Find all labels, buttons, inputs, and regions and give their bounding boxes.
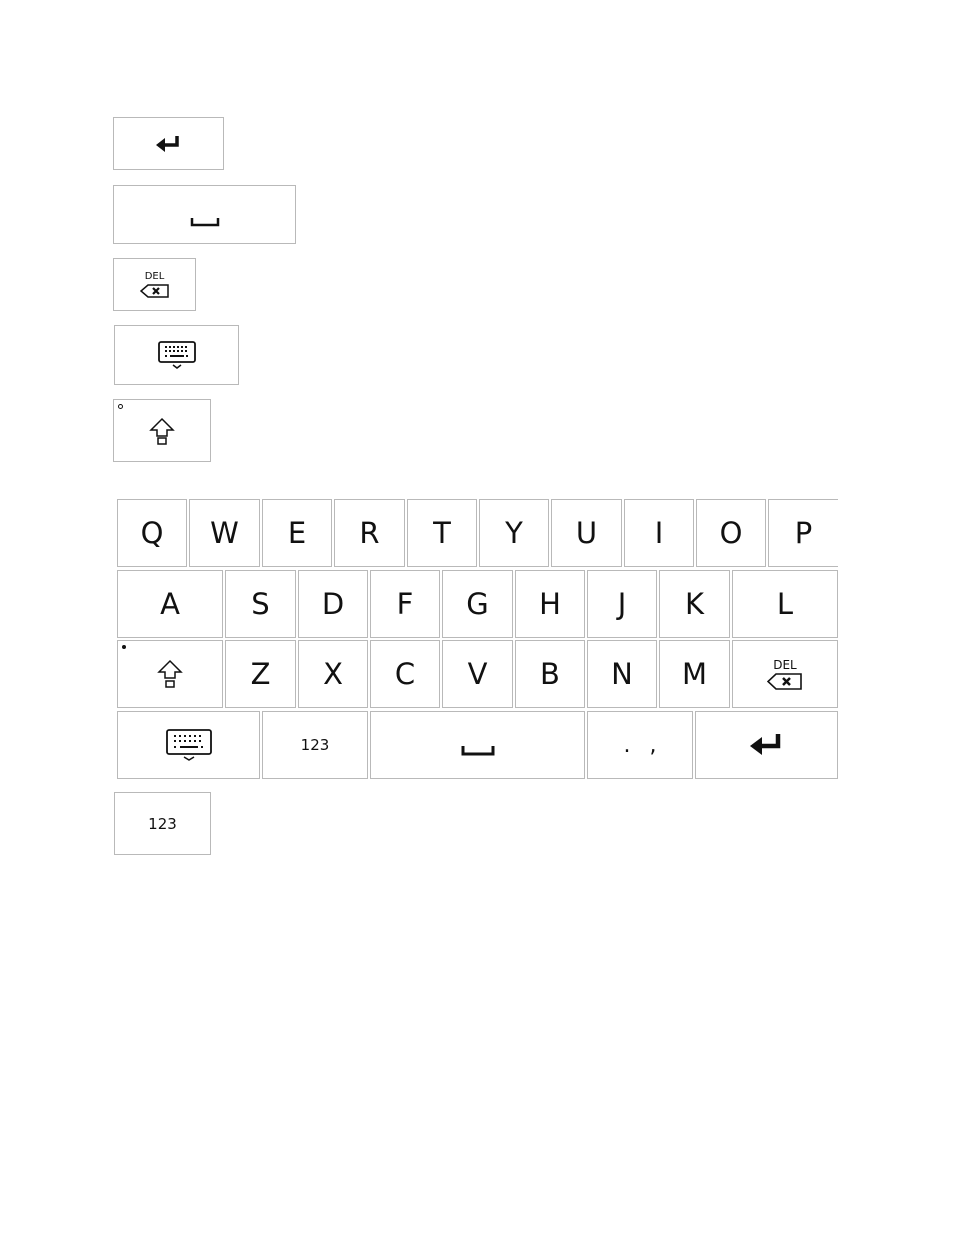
key-label: N bbox=[611, 657, 633, 691]
shift-icon bbox=[149, 417, 175, 445]
key-label: G bbox=[466, 587, 489, 621]
key-label: P bbox=[794, 516, 813, 550]
key-d[interactable] bbox=[298, 570, 368, 638]
delete-label: DEL bbox=[144, 270, 165, 282]
enter-key[interactable] bbox=[695, 711, 838, 779]
key-label: V bbox=[467, 657, 488, 691]
delete-label: DEL bbox=[773, 657, 797, 672]
key-n[interactable] bbox=[587, 640, 657, 708]
enter-icon bbox=[749, 732, 785, 758]
key-l[interactable] bbox=[732, 570, 838, 638]
shift-icon bbox=[157, 659, 183, 689]
shift-indicator-dot bbox=[118, 404, 123, 409]
key-label: U bbox=[575, 516, 598, 550]
sample-shift-key[interactable] bbox=[113, 399, 211, 462]
punctuation-label: . , bbox=[623, 732, 663, 758]
keyboard-hide-icon bbox=[165, 727, 213, 763]
key-x[interactable] bbox=[298, 640, 368, 708]
hide-keyboard-key[interactable] bbox=[117, 711, 260, 779]
key-label: I bbox=[654, 516, 664, 550]
key-label: S bbox=[251, 587, 270, 621]
key-label: H bbox=[539, 587, 561, 621]
sample-delete-key[interactable] bbox=[113, 258, 196, 311]
delete-icon bbox=[140, 284, 170, 298]
key-o[interactable] bbox=[696, 499, 766, 567]
key-label: W bbox=[210, 516, 239, 550]
key-b[interactable] bbox=[515, 640, 585, 708]
key-label: X bbox=[323, 657, 343, 691]
key-m[interactable] bbox=[659, 640, 730, 708]
key-label: J bbox=[617, 587, 627, 621]
space-icon bbox=[461, 745, 495, 757]
key-s[interactable] bbox=[225, 570, 296, 638]
key-label: D bbox=[321, 587, 345, 621]
key-r[interactable] bbox=[334, 499, 405, 567]
keyboard-hide-icon bbox=[157, 340, 197, 370]
key-label: F bbox=[396, 587, 414, 621]
key-k[interactable] bbox=[659, 570, 730, 638]
key-i[interactable] bbox=[624, 499, 694, 567]
sample-numbers-key[interactable] bbox=[114, 792, 211, 855]
sample-hide-keyboard-key[interactable] bbox=[114, 325, 239, 385]
delete-icon bbox=[767, 673, 803, 690]
punctuation-key[interactable] bbox=[587, 711, 693, 779]
numbers-label: 123 bbox=[148, 814, 177, 833]
key-u[interactable] bbox=[551, 499, 622, 567]
key-label: A bbox=[160, 587, 180, 621]
key-q[interactable] bbox=[117, 499, 187, 567]
enter-icon bbox=[155, 134, 183, 154]
key-z[interactable] bbox=[225, 640, 296, 708]
key-label: Y bbox=[505, 516, 523, 550]
key-label: T bbox=[433, 516, 451, 550]
key-a[interactable] bbox=[117, 570, 223, 638]
key-w[interactable] bbox=[189, 499, 260, 567]
space-icon bbox=[190, 217, 220, 227]
key-label: E bbox=[287, 516, 307, 550]
key-g[interactable] bbox=[442, 570, 513, 638]
numbers-key[interactable] bbox=[262, 711, 368, 779]
key-label: L bbox=[776, 587, 794, 621]
key-label: O bbox=[719, 516, 743, 550]
key-label: Z bbox=[250, 657, 271, 691]
shift-indicator-dot bbox=[122, 645, 126, 649]
key-y[interactable] bbox=[479, 499, 549, 567]
key-j[interactable] bbox=[587, 570, 657, 638]
shift-key[interactable] bbox=[117, 640, 223, 708]
key-v[interactable] bbox=[442, 640, 513, 708]
key-c[interactable] bbox=[370, 640, 440, 708]
key-label: M bbox=[681, 657, 708, 691]
delete-key[interactable] bbox=[732, 640, 838, 708]
key-e[interactable] bbox=[262, 499, 332, 567]
key-f[interactable] bbox=[370, 570, 440, 638]
key-label: C bbox=[394, 657, 416, 691]
key-t[interactable] bbox=[407, 499, 477, 567]
numbers-label: 123 bbox=[300, 736, 330, 754]
key-h[interactable] bbox=[515, 570, 585, 638]
key-label: Q bbox=[140, 516, 164, 550]
key-label: K bbox=[684, 587, 705, 621]
space-key[interactable] bbox=[370, 711, 585, 779]
sample-enter-key[interactable] bbox=[113, 117, 224, 170]
sample-space-key[interactable] bbox=[113, 185, 296, 244]
key-p[interactable] bbox=[768, 499, 838, 567]
key-label: R bbox=[359, 516, 380, 550]
key-label: B bbox=[540, 657, 560, 691]
